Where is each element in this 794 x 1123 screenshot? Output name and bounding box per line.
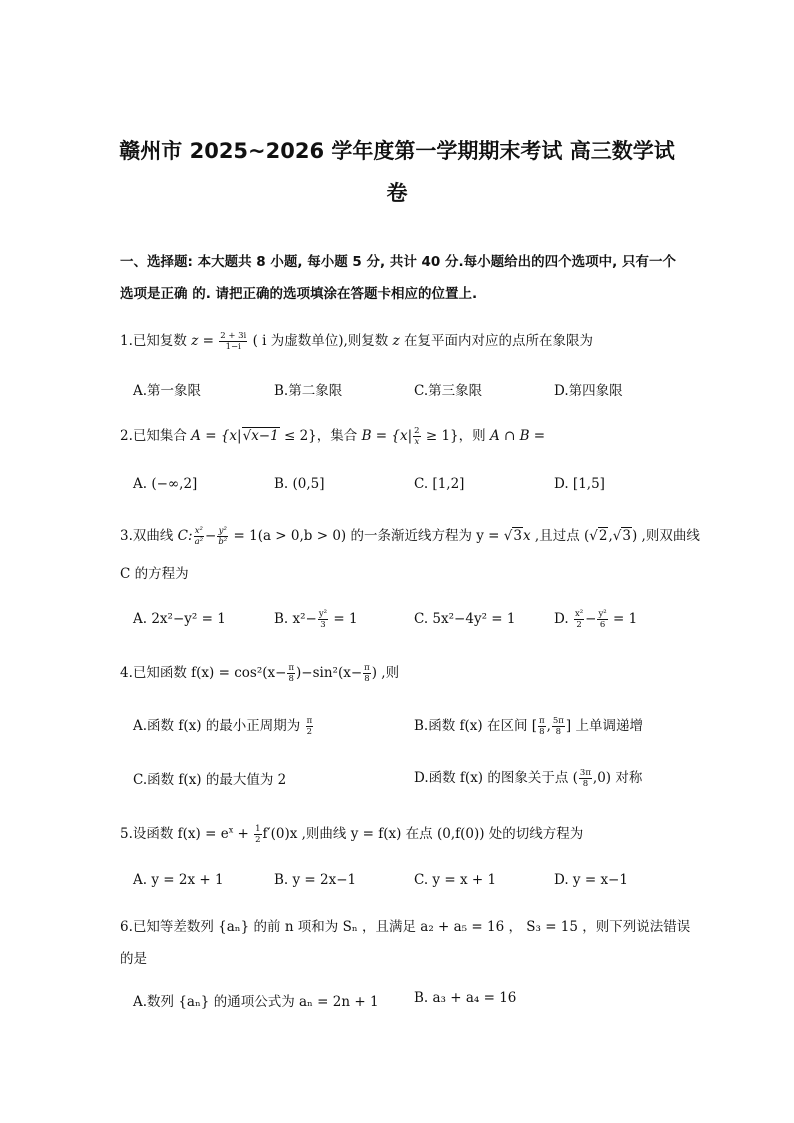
title-line-1: 赣州市 2025~2026 学年度第一学期期末考试 高三数学试 bbox=[119, 139, 675, 163]
title-line-2: 卷 bbox=[386, 181, 408, 205]
q4-option-b: B.函数 f(x) 在区间 [ $\frac{\pi}{8}$ , $\frac{5\pi}{8}$ ] 上单调递增 bbox=[414, 716, 643, 737]
q4-option-d: D.函数 f(x) 的图象关于点 ( $\frac{3\pi}{8}$ ,0) 对称 bbox=[414, 768, 643, 789]
q4-option-c: C.函数 f(x) 的最大值为 2 bbox=[133, 772, 287, 788]
q6-option-b: B. a₃ + a₄ = 16 bbox=[414, 990, 517, 1006]
q1-option-b: B.第二象限 bbox=[274, 383, 343, 399]
section-instructions-line-1: 一、选择题: 本大题共 8 小题, 每小题 5 分, 共计 40 分.每小题给出的四个选项中, 只有一个 bbox=[120, 254, 676, 270]
q3-option-c: C. 5x²−4y² = 1 bbox=[414, 611, 516, 627]
question-2-stem: 2.已知集合 A = {x|√x−1 ≤ 2}，集合 B = {x| $\frac{2}{x}$ ≥ 1}，则 A ∩ B = bbox=[120, 426, 546, 447]
q2-option-a: A. (−∞,2] bbox=[133, 476, 198, 492]
question-3-stem: 3.双曲线 C: $\frac{\text{x²}}{\text{a²}}$ − $\frac{\text{y²}}{\text{b²}}$ = 1(a > 0,b > 0) 的一条渐近线方程为 y = √3x ,且过点 (√2,√3) ,则双曲线 bbox=[120, 526, 700, 547]
q2-option-c: C. [1,2] bbox=[414, 476, 465, 492]
question-6-stem: 6.已知等差数列 {aₙ} 的前 n 项和为 Sₙ ，且满足 a₂ + a₅ = 16 ， S₃ = 15 ，则下列说法错误 bbox=[120, 919, 691, 935]
q6-option-a: A.数列 {aₙ} 的通项公式为 aₙ = 2n + 1 bbox=[133, 994, 379, 1010]
page-title bbox=[110, 130, 684, 214]
question-1-stem: 1.已知复数 z = $\frac{2 + 3i}{1-i}$ ( i 为虚数单位),则复数 z 在复平面内对应的点所在象限为 bbox=[120, 331, 594, 352]
q1-fraction: $\frac{2 + 3i}{1-i}$ bbox=[220, 331, 247, 352]
q1-option-c: C.第三象限 bbox=[414, 383, 483, 399]
q1-option-d: D.第四象限 bbox=[554, 383, 623, 399]
q5-option-a: A. y = 2x + 1 bbox=[133, 872, 224, 888]
q1-option-a: A.第一象限 bbox=[133, 383, 202, 399]
q4-option-a: A.函数 f(x) 的最小正周期为 $\frac{\pi}{2}$ bbox=[133, 716, 313, 737]
q2-option-b: B. (0,5] bbox=[274, 476, 325, 492]
q3-option-d: D. $\frac{\text{x²}}{2}$ − $\frac{\text{y²}}{6}$ = 1 bbox=[554, 609, 638, 630]
question-5-stem: 5.设函数 $f(x) = e^x$ + $\frac{1}{2}$ f′(0)x ,则曲线 y = f(x) 在点 (0,f(0)) 处的切线方程为 bbox=[120, 824, 584, 845]
question-4-stem: 4.已知函数 f(x) = cos²(x− $\frac{\pi}{8}$ )−sin²(x− $\frac{\pi}{8}$ ) ,则 bbox=[120, 663, 400, 684]
sqrt-symbol: √x−1 bbox=[242, 428, 279, 444]
q5-option-d: D. y = x−1 bbox=[554, 872, 628, 888]
question-3-stem-line-2: C 的方程为 bbox=[120, 566, 189, 582]
q5-option-b: B. y = 2x−1 bbox=[274, 872, 357, 888]
q5-option-c: C. y = x + 1 bbox=[414, 872, 497, 888]
section-instructions-line-2: 选项是正确 的. 请把正确的选项填涂在答题卡相应的位置上. bbox=[120, 286, 478, 302]
question-6-stem-line-2: 的是 bbox=[120, 951, 147, 967]
q3-option-a: A. 2x²−y² = 1 bbox=[133, 611, 226, 627]
q2-option-d: D. [1,5] bbox=[554, 476, 605, 492]
q3-option-b: B. x²− $\frac{\text{y²}}{3}$ = 1 bbox=[274, 609, 358, 630]
